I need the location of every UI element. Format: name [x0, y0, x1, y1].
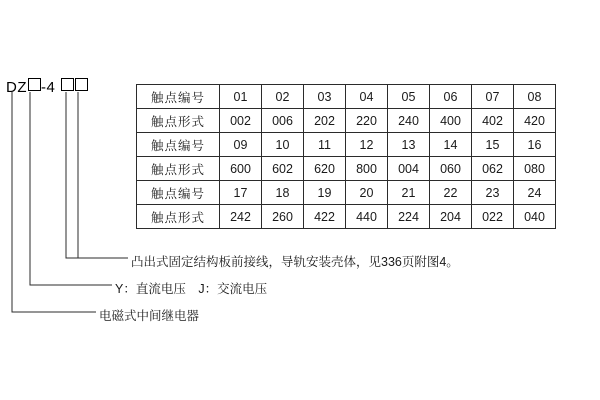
cell: 03 — [304, 85, 346, 109]
note-relay-type: 电磁式中间继电器 — [99, 309, 200, 323]
cell: 12 — [346, 133, 388, 157]
model-code-mid: -4 — [41, 79, 56, 96]
model-code-prefix: DZ — [6, 79, 27, 96]
cell: 20 — [346, 181, 388, 205]
table-row — [137, 181, 556, 205]
row-header: 触点形式 — [137, 205, 220, 229]
cell: 400 — [430, 109, 472, 133]
cell: 14 — [430, 133, 472, 157]
cell: 08 — [514, 85, 556, 109]
cell: 11 — [304, 133, 346, 157]
note-voltage: Y：直流电压 J：交流电压 — [115, 282, 268, 296]
contacts-table-wrap — [136, 84, 556, 229]
table-row — [137, 109, 556, 133]
cell: 04 — [346, 85, 388, 109]
cell: 440 — [346, 205, 388, 229]
cell: 004 — [388, 157, 430, 181]
cell: 620 — [304, 157, 346, 181]
table-row — [137, 133, 556, 157]
cell: 800 — [346, 157, 388, 181]
note-structure: 凸出式固定结构板前接线，导轨安装壳体，见336页附图4。 — [131, 255, 459, 269]
cell: 24 — [514, 181, 556, 205]
cell: 202 — [304, 109, 346, 133]
cell: 224 — [388, 205, 430, 229]
cell: 21 — [388, 181, 430, 205]
cell: 006 — [262, 109, 304, 133]
cell: 07 — [472, 85, 514, 109]
cell: 022 — [472, 205, 514, 229]
cell: 080 — [514, 157, 556, 181]
cell: 420 — [514, 109, 556, 133]
table-row — [137, 85, 556, 109]
cell: 260 — [262, 205, 304, 229]
cell: 060 — [430, 157, 472, 181]
row-header: 触点形式 — [137, 157, 220, 181]
cell: 19 — [304, 181, 346, 205]
cell: 17 — [220, 181, 262, 205]
cell: 02 — [262, 85, 304, 109]
contacts-table — [136, 84, 556, 229]
cell: 16 — [514, 133, 556, 157]
cell: 242 — [220, 205, 262, 229]
row-header: 触点编号 — [137, 181, 220, 205]
cell: 062 — [472, 157, 514, 181]
cell: 204 — [430, 205, 472, 229]
cell: 040 — [514, 205, 556, 229]
cell: 22 — [430, 181, 472, 205]
cell: 240 — [388, 109, 430, 133]
cell: 10 — [262, 133, 304, 157]
table-row — [137, 205, 556, 229]
cell: 06 — [430, 85, 472, 109]
cell: 13 — [388, 133, 430, 157]
cell: 600 — [220, 157, 262, 181]
table-row — [137, 157, 556, 181]
row-header: 触点编号 — [137, 133, 220, 157]
cell: 602 — [262, 157, 304, 181]
row-header: 触点形式 — [137, 109, 220, 133]
cell: 15 — [472, 133, 514, 157]
cell: 01 — [220, 85, 262, 109]
cell: 220 — [346, 109, 388, 133]
cell: 002 — [220, 109, 262, 133]
cell: 09 — [220, 133, 262, 157]
cell: 402 — [472, 109, 514, 133]
row-header: 触点编号 — [137, 85, 220, 109]
cell: 18 — [262, 181, 304, 205]
cell: 422 — [304, 205, 346, 229]
cell: 05 — [388, 85, 430, 109]
cell: 23 — [472, 181, 514, 205]
